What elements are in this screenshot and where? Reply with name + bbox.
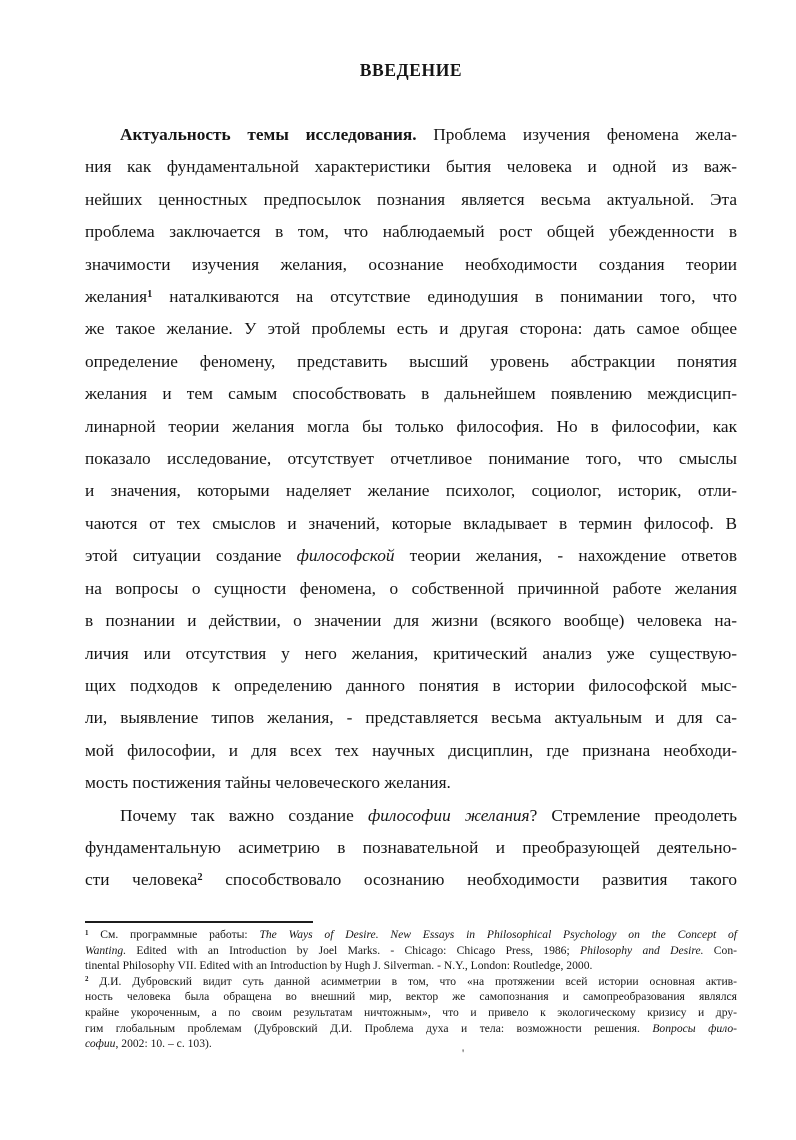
text-line [85, 184, 737, 216]
text-segment: желания [85, 287, 148, 307]
text-segment: этой ситуации создание [85, 546, 297, 566]
body-text [85, 119, 737, 897]
text-line [85, 670, 737, 702]
text-line [85, 119, 737, 151]
text-segment: в познании и действии, о значении для жизни (всякого вообще) человека на- [85, 611, 737, 631]
text-segment: tinental Philosophy VII. Edited with an Introduction by Hugh J. Silverman. - N.Y., London: Routledge, 2000. [85, 959, 593, 973]
text-segment: личия или отсутствия у него желания, критический анализ уже существую- [85, 643, 737, 663]
paragraph [85, 800, 737, 897]
page-title: ВВЕДЕНИЕ [359, 60, 463, 80]
text-line [85, 605, 737, 637]
text-line [85, 800, 737, 832]
text-segment: способствовало осознанию необходимости развития такого [202, 870, 738, 890]
text-line [85, 832, 737, 864]
text-segment: Wanting. [85, 943, 127, 957]
text-segment: Актуальность темы исследования. [120, 125, 417, 144]
text-line [85, 1036, 737, 1052]
text-line [85, 735, 737, 767]
text-segment: показало исследование, отсутствует отчетливое понимание того, что смыслы [85, 449, 737, 469]
text-line [85, 927, 737, 943]
footnote [85, 927, 737, 974]
text-line [85, 638, 737, 670]
text-line [85, 475, 737, 507]
text-line [85, 411, 737, 443]
text-segment: Edited with an Introduction by Joel Marks. - Chicago: Chicago Press, 1986; [126, 943, 580, 957]
text-segment: Почему так важно создание [120, 805, 368, 825]
text-segment: , 2002: 10. – с. 103). [115, 1037, 212, 1051]
footnote-ref: 2 [85, 975, 89, 984]
text-segment: Вопросы фило- [652, 1021, 737, 1035]
text-line [85, 346, 737, 378]
footnote-separator [85, 921, 313, 923]
footnote [85, 974, 737, 1052]
text-line [85, 702, 737, 734]
text-line [85, 767, 737, 799]
footnote-ref: 2 [197, 872, 203, 884]
text-line [85, 508, 737, 540]
text-line [85, 249, 737, 281]
text-segment: теории желания, - нахождение ответов [394, 546, 737, 566]
text-line [85, 540, 737, 572]
text-segment: крайне укороченным, а по своим результатам ничтожным», что и привело к экологическому кризису и дру- [85, 1005, 737, 1019]
footnotes-section [85, 927, 737, 1052]
text-segment: мость постижения тайны человеческого желания. [85, 773, 451, 793]
text-segment: сти человека [85, 870, 198, 890]
text-segment: определение феномену, представить высший уровень абстракции понятия [85, 351, 737, 371]
text-line [85, 378, 737, 410]
text-segment: чаются от тех смыслов и значений, которые вкладывает в термин философ. В [85, 513, 737, 533]
text-segment: желания и тем самым способствовать в дальнейшем появлению междисцип- [85, 384, 737, 404]
text-segment: ? Стремление преодолеть [529, 805, 737, 825]
text-line [85, 313, 737, 345]
text-segment: фундаментальную асиметрию в познавательной и преобразующей деятельно- [85, 837, 737, 857]
text-segment: The Ways of Desire. New Essays in Philosophical Psychology on the Concept of [259, 928, 738, 941]
paragraph [85, 119, 737, 800]
text-segment: См. программные работы: [88, 928, 260, 941]
text-segment: линарной теории желания могла бы только философия. Но в философии, как [85, 416, 737, 436]
text-line [85, 958, 737, 974]
text-segment: ность человека была обращена во внешний мир, вектор же самопознания и самопреобразования являлся [85, 990, 737, 1004]
text-segment: щих подходов к определению данного понятия в истории философской мыс- [85, 675, 737, 695]
text-segment: Con- [703, 943, 737, 957]
text-segment: нейших ценностных предпосылок познания является весьма актуальной. Эта [85, 189, 737, 209]
text-segment: философской [296, 546, 395, 566]
text-segment: софии [85, 1037, 116, 1051]
text-segment: философии желания [367, 805, 530, 825]
text-line [85, 573, 737, 605]
text-line [85, 974, 737, 990]
text-line [85, 151, 737, 183]
text-line [85, 943, 737, 959]
text-segment: мой философии, и для всех тех научных дисциплин, где признана необходи- [85, 740, 737, 760]
text-segment: ния как фундаментальной характеристики бытия человека и одной из важ- [85, 157, 737, 177]
text-line [85, 1021, 737, 1037]
text-segment: Д.И. Дубровский видит суть данной асимметрии в том, что «на протяжении всей истории основная актив- [88, 974, 737, 988]
text-segment: проблема заключается в том, что наблюдаемый рост общей убежденности в [85, 222, 737, 242]
footnote-ref: 1 [147, 288, 153, 300]
text-line [85, 216, 737, 248]
text-segment: же такое желание. У этой проблемы есть и другая сторона: дать самое общее [85, 319, 737, 339]
text-segment: ли, выявление типов желания, - представляется весьма актуальным и для са- [85, 708, 737, 728]
footnote-ref: 1 [85, 928, 89, 937]
scan-artifact: ' [462, 1046, 465, 1060]
text-segment: Проблема изучения феномена жела- [416, 125, 737, 144]
text-segment: на вопросы о сущности феномена, о собственной причинной работе желания [85, 578, 737, 598]
text-segment: наталкиваются на отсутствие единодушия в понимании того, что [152, 287, 737, 307]
text-segment: значимости изучения желания, осознание необходимости создания теории [85, 254, 737, 274]
text-segment: гим глобальным проблемам (Дубровский Д.И. Проблема духа и тела: возможности решения. [85, 1021, 653, 1035]
text-segment: Philosophy and Desire. [579, 943, 704, 957]
text-line [85, 989, 737, 1005]
text-line [85, 864, 737, 896]
text-line [85, 1005, 737, 1021]
text-line [85, 443, 737, 475]
text-segment: и значения, которыми наделяет желание психолог, социолог, историк, отли- [85, 481, 737, 501]
text-line [85, 281, 737, 313]
